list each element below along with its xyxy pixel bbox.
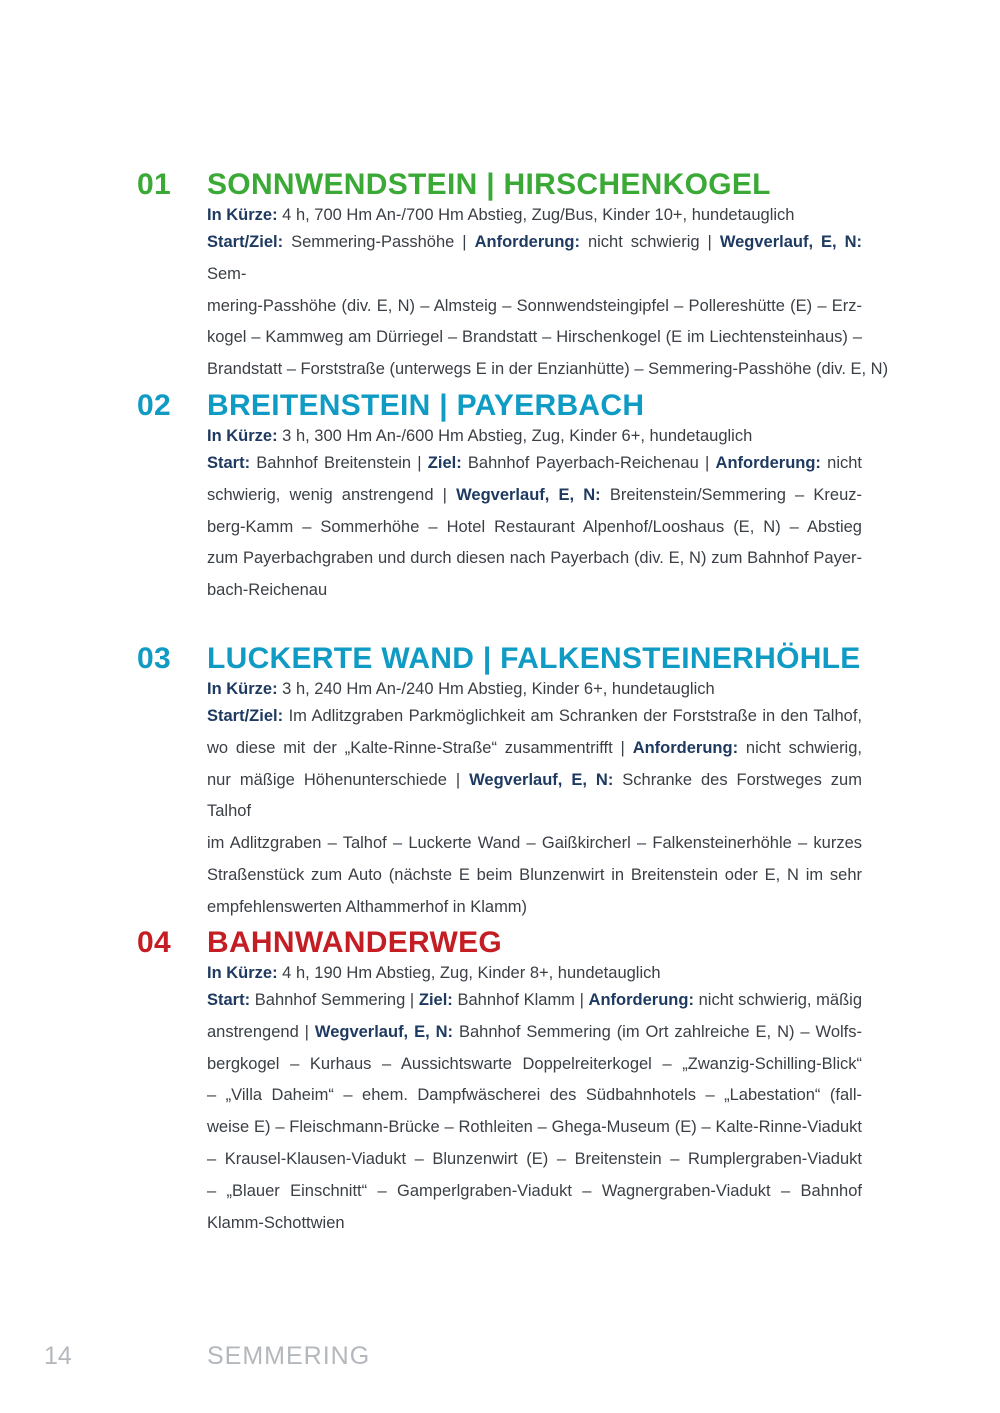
detail-label: Anforderung: [474,233,580,251]
detail-line [207,480,862,512]
detail-text: mering-Passhöhe (div. E, N) – Almsteig – Sonnwendsteingipfel – Pollereshütte (E) – Erz- [207,296,862,315]
detail-line [207,512,862,544]
in-kuerze-text: 3 h, 240 Hm An-/240 Hm Abstieg, Kinder 6+, hundetauglich [277,680,715,698]
in-kuerze-label: In Kürze: [207,427,278,445]
route-title: BREITENSTEIN | PAYERBACH [207,389,645,422]
detail-label: Wegverlauf, E, N: [456,485,601,504]
section-name: SEMMERING [207,1342,371,1370]
detail-line [207,448,862,480]
detail-text: Bahnhof Payerbach-Reichenau | [461,454,716,472]
in-kuerze-label: In Kürze: [207,680,278,698]
detail-text: Bahnhof Breitenstein | [250,454,428,472]
route-details [207,701,862,924]
detail-line [207,291,862,323]
detail-line [207,860,862,892]
detail-label: Start: [207,991,251,1009]
detail-line [207,227,862,291]
detail-line [207,322,862,354]
detail-text: – „Blauer Einschnitt“ – Gamperlgraben-Viadukt – Wagnergraben-Viadukt – Bahnhof [207,1181,862,1200]
in-kuerze-text: 4 h, 190 Hm Abstieg, Zug, Kinder 8+, hundetauglich [277,964,661,982]
detail-text: schwierig, wenig anstrengend | [207,485,457,504]
in-kuerze-line [207,203,862,227]
detail-text: anstrengend | [207,1022,315,1041]
route-details [207,448,862,607]
page-footer [0,1338,1000,1374]
detail-text: Bahnhof Semmering | [250,991,419,1009]
detail-label: Wegverlauf, E, N: [314,1022,454,1041]
route-details [207,985,862,1239]
route-number: 04 [137,926,171,959]
detail-text: – „Villa Daheim“ – ehem. Dampfwäscherei des Südbahnhotels – „Labestation“ (fall- [207,1086,862,1105]
detail-label: Ziel: [427,454,462,472]
route-description [207,203,889,386]
detail-text: kogel – Kammweg am Dürriegel – Brandstatt – Hirschenkogel (E im Liechtensteinhaus) – [207,328,862,347]
detail-text: Schranke des Forstweges zum Talhof [207,770,862,821]
in-kuerze-line [207,961,862,985]
route-01 [137,165,889,386]
detail-label: Ziel: [418,991,453,1009]
detail-text: nicht schwierig, [738,738,862,757]
page-number: 14 [44,1342,72,1370]
detail-label: Start/Ziel: [207,233,284,251]
detail-label: Anforderung: [588,991,694,1009]
route-title: BAHNWANDERWEG [207,926,503,959]
route-number: 01 [137,168,171,201]
route-number: 02 [137,389,171,422]
detail-line [207,354,889,386]
detail-label: Wegverlauf, E, N: [719,233,862,251]
route-description [207,961,862,1239]
detail-line [207,828,862,860]
detail-text: – Krausel-Klausen-Viadukt – Blunzenwirt (E) – Breitenstein – Rumplergraben-Viadukt [207,1149,862,1168]
detail-text: bergkogel – Kurhaus – Aussichtswarte Doppelreiterkogel – „Zwanzig-Schilling-Blick“ [207,1054,862,1073]
route-title: LUCKERTE WAND | FALKENSTEINERHÖHLE [207,642,861,675]
in-kuerze-text: 3 h, 300 Hm An-/600 Hm Abstieg, Zug, Kinder 6+, hundetauglich [277,427,753,445]
detail-line [207,765,862,829]
detail-text: Bahnhof Klamm | [452,991,589,1009]
detail-label: Anforderung: [632,738,739,757]
detail-line [207,1080,862,1112]
route-details [207,227,889,386]
detail-label: Start: [207,454,251,472]
route-description [207,424,862,607]
detail-line [207,1112,862,1144]
route-description [207,677,862,924]
in-kuerze-label: In Kürze: [207,964,278,982]
detail-text: nur mäßige Höhenunterschiede | [207,770,470,789]
in-kuerze-label: In Kürze: [207,206,278,224]
route-number: 03 [137,642,171,675]
detail-text: berg-Kamm – Sommerhöhe – Hotel Restaurant Alpenhof/Looshaus (E, N) – Abstieg [207,517,862,536]
route-heading [137,639,867,679]
detail-text: Breitenstein/Semmering – Kreuz- [600,485,862,504]
route-heading [137,923,867,963]
detail-text: Sem- [207,264,247,283]
detail-label: Anforderung: [715,454,821,472]
detail-line [207,1208,862,1240]
detail-line [207,1176,862,1208]
detail-text: Klamm-Schottwien [207,1213,345,1232]
in-kuerze-line [207,677,862,701]
route-heading [137,165,867,205]
detail-label: Wegverlauf, E, N: [469,770,614,789]
detail-line [207,1049,862,1081]
route-title: SONNWENDSTEIN | HIRSCHENKOGEL [207,168,771,201]
detail-text: wo diese mit der „Kalte-Rinne-Straße“ zusammentrifft | [207,738,633,757]
route-04 [137,923,867,1239]
detail-line [207,1144,862,1176]
route-03 [137,639,867,924]
detail-label: Start/Ziel: [207,707,284,725]
in-kuerze-line [207,424,862,448]
route-heading [137,386,867,426]
detail-line [207,701,862,733]
detail-text: empfehlenswerten Althammerhof in Klamm) [207,897,528,916]
detail-text: nicht schwierig, mäßig [693,991,862,1009]
detail-line [207,543,862,575]
detail-text: nicht [820,454,862,472]
detail-text: im Adlitzgraben – Talhof – Luckerte Wand – Gaißkircherl – Falkensteinerhöhle – kurzes [207,834,862,853]
detail-line [207,1017,862,1049]
detail-text: Im Adlitzgraben Parkmöglichkeit am Schranken der Forststraße in den Talhof, [283,707,862,725]
detail-text: Straßenstück zum Auto (nächste E beim Blunzenwirt in Breitenstein oder E, N im sehr [207,865,862,884]
detail-line [207,733,862,765]
detail-text: Semmering-Passhöhe | [283,233,475,251]
route-02 [137,386,867,607]
detail-text: zum Payerbachgraben und durch diesen nach Payerbach (div. E, N) zum Bahnhof Payer- [207,549,862,568]
detail-text: bach-Reichenau [207,581,328,600]
detail-line [207,985,862,1017]
detail-text: Bahnhof Semmering (im Ort zahlreiche E, N) – Wolfs- [453,1022,862,1041]
detail-text: weise E) – Fleischmann-Brücke – Rothleiten – Ghega-Museum (E) – Kalte-Rinne-Viadukt [207,1118,862,1137]
in-kuerze-text: 4 h, 700 Hm An-/700 Hm Abstieg, Zug/Bus, Kinder 10+, hundetauglich [277,206,795,224]
detail-line [207,892,862,924]
detail-text: nicht schwierig | [579,233,720,251]
detail-text: Brandstatt – Forststraße (unterwegs E in der Enzianhütte) – Semmering-Passhöhe (div. E, N) [207,360,889,379]
detail-line [207,575,862,607]
